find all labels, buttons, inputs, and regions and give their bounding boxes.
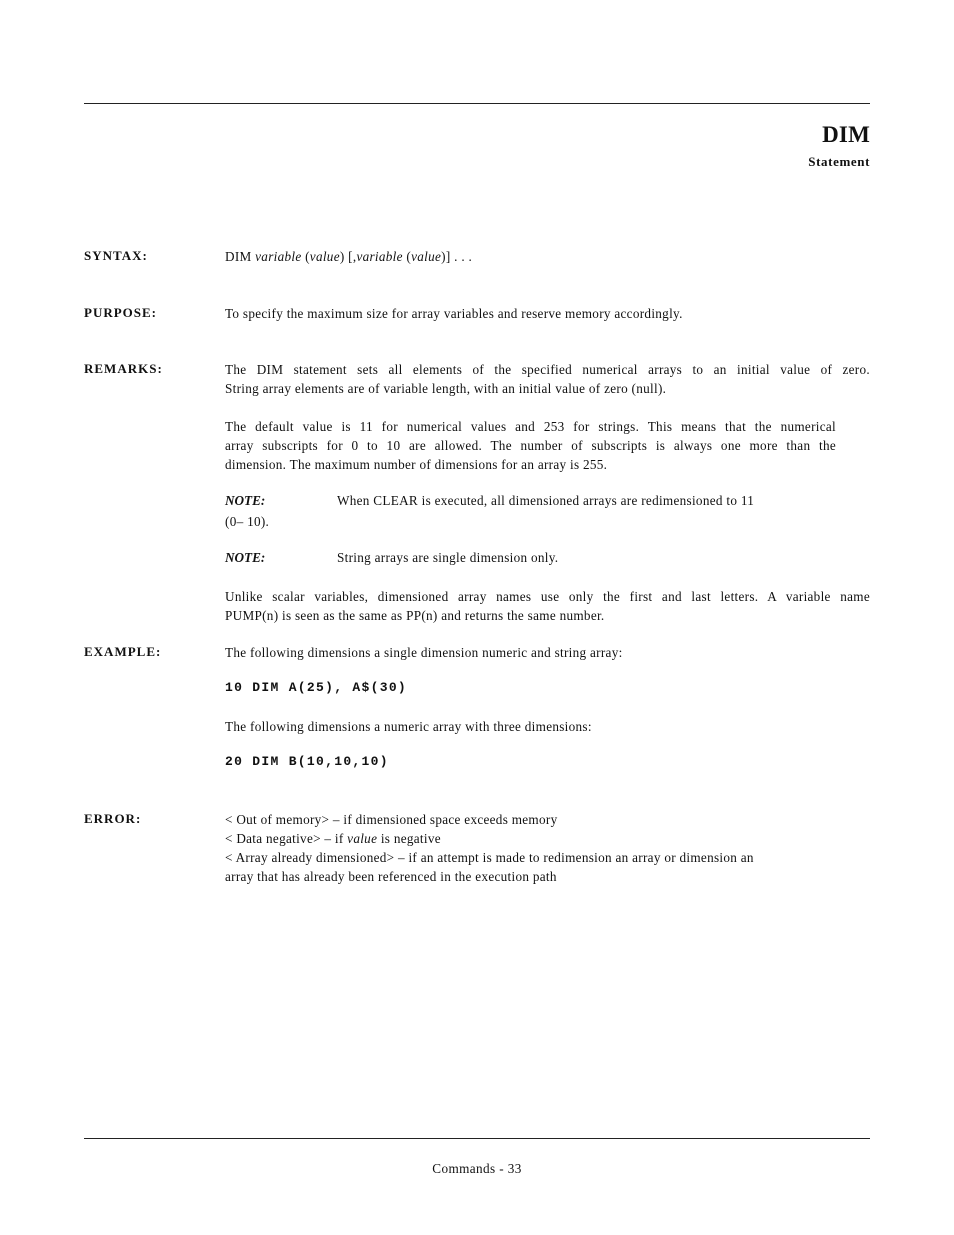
syntax-text: DIM variable (value) [,variable (value)] . . . bbox=[225, 249, 473, 264]
footer-rule bbox=[84, 1138, 870, 1139]
example-intro-2: The following dimensions a numeric array with three dimensions: bbox=[225, 719, 592, 734]
remarks-paragraph-3: Unlike scalar variables, dimensioned array names use only the first and last letters. A variable name PUMP(n) is seen as the same as PP(n) and returns the same number. bbox=[225, 589, 870, 623]
remarks-paragraph-1: The DIM statement sets all elements of the specified numerical arrays to an initial value of zero. String array elements are of variable length, with an initial value of zero (null). bbox=[225, 362, 870, 396]
error-list: < Out of memory> – if dimensioned space exceeds memory < Data negative> – if value is negative < Array already dimensioned> – if an attempt is made to redimension an array or dimension an array that has already been referenced in the execution path bbox=[225, 812, 754, 884]
example-code-2: 20 DIM B(10,10,10) bbox=[225, 754, 389, 769]
header-rule bbox=[84, 103, 870, 104]
example-label: EXAMPLE: bbox=[84, 644, 162, 659]
page-title: DIM bbox=[822, 122, 870, 147]
remarks-label: REMARKS: bbox=[84, 361, 163, 376]
note-2-text: String arrays are single dimension only. bbox=[337, 550, 559, 565]
example-intro-1: The following dimensions a single dimension numeric and string array: bbox=[225, 645, 623, 660]
note-1-continuation: (0– 10). bbox=[225, 514, 270, 529]
note-2-label: NOTE: bbox=[225, 550, 266, 565]
error-label: ERROR: bbox=[84, 811, 142, 826]
purpose-label: PURPOSE: bbox=[84, 305, 157, 320]
remarks-paragraph-2: The default value is 11 for numerical values and 253 for strings. This means that the numerical array subscripts for 0 to 10 are allowed. The number of subscripts is always one more than the dimension. The maximum number of dimensions for an array is 255. bbox=[225, 419, 836, 472]
note-1-text: When CLEAR is executed, all dimensioned arrays are redimensioned to 11 bbox=[337, 493, 755, 508]
note-1-label: NOTE: bbox=[225, 493, 266, 508]
purpose-text: To specify the maximum size for array variables and reserve memory accordingly. bbox=[225, 306, 683, 321]
page-subtitle: Statement bbox=[808, 154, 870, 169]
syntax-label: SYNTAX: bbox=[84, 248, 148, 263]
page-footer: Commands - 33 bbox=[432, 1161, 522, 1176]
example-code-1: 10 DIM A(25), A$(30) bbox=[225, 680, 408, 695]
